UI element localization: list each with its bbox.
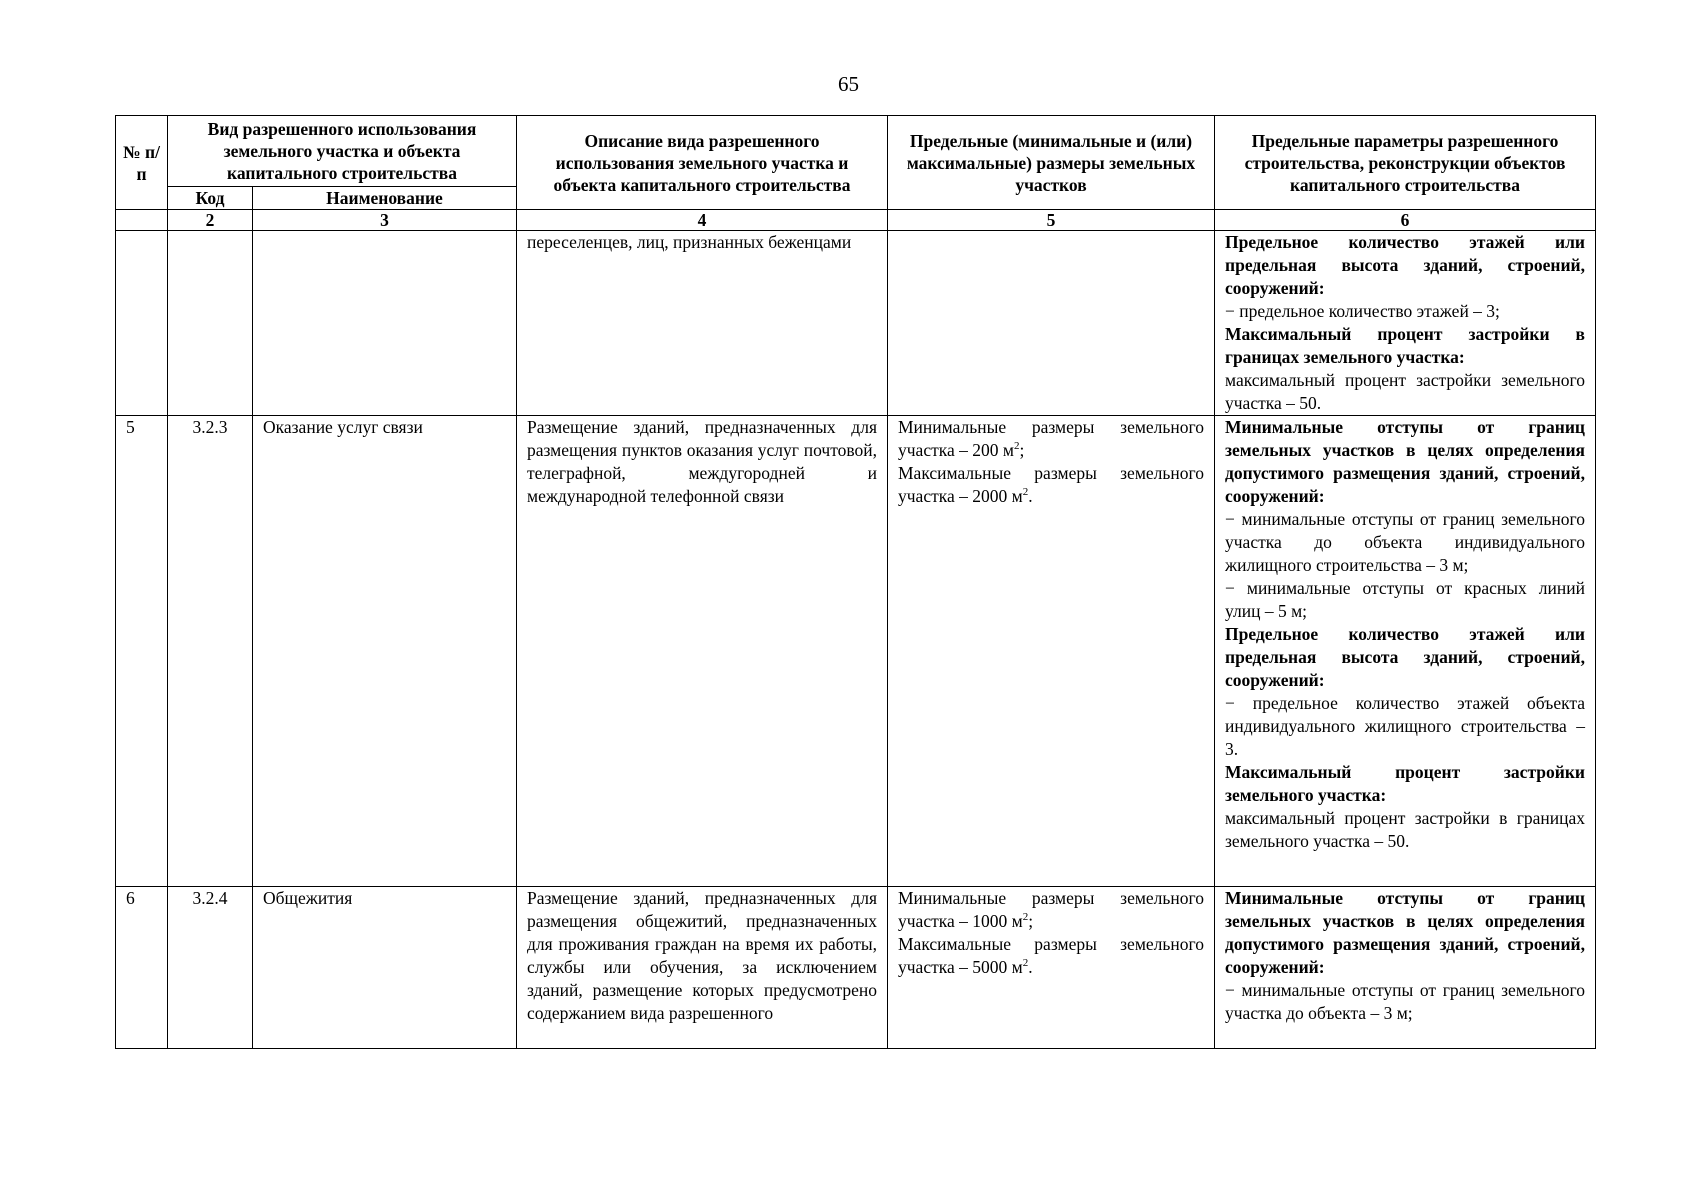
page-number: 65 <box>838 72 859 96</box>
params-line: максимальный процент застройки земельного участка – 50. <box>1225 370 1585 413</box>
row-size <box>888 231 1215 416</box>
row-size <box>888 416 1215 887</box>
header-num-6: 6 <box>1215 210 1596 231</box>
header-numbers-row <box>116 210 1596 231</box>
size-min-line: Минимальные размеры земельного участка – 1000 $м^2$; <box>898 888 1204 931</box>
row-params <box>1215 887 1596 1049</box>
row-name <box>253 231 517 416</box>
size-max-line: Максимальные размеры земельного участка – 2000 $м^2$. <box>898 463 1204 506</box>
header-num-3: 3 <box>253 210 517 231</box>
row-num: 6 <box>116 887 168 1049</box>
row-name: Оказание услуг связи <box>253 416 517 887</box>
row-num <box>116 231 168 416</box>
table-row <box>116 887 1596 1049</box>
row-code: 3.2.3 <box>168 416 253 887</box>
table-row <box>116 416 1596 887</box>
row-code: 3.2.4 <box>168 887 253 1049</box>
row-params <box>1215 416 1596 887</box>
header-num-5: 5 <box>888 210 1215 231</box>
params-line: Минимальные отступы от границ земельных участков в целях определения допустимого размещения зданий, строений, сооружений: <box>1225 417 1585 506</box>
header-row-1 <box>116 116 1596 187</box>
header-num-blank <box>116 210 168 231</box>
header-name: Наименование <box>253 187 517 210</box>
params-line: Предельное количество этажей или предельная высота зданий, строений, сооружений: <box>1225 624 1585 690</box>
header-params: Предельные параметры разрешенного строительства, реконструкции объектов капитального строительства <box>1215 116 1596 210</box>
params-line: Максимальный процент застройки в границах земельного участка: <box>1225 324 1585 367</box>
size-max-line: Максимальные размеры земельного участка – 5000 $м^2$. <box>898 934 1204 977</box>
row-desc: Размещение зданий, предназначенных для размещения пунктов оказания услуг почтовой, телеграфной, междугородней и международной телефонной связи <box>517 416 888 887</box>
header-group: Вид разрешенного использования земельного участка и объекта капитального строительства <box>168 116 517 187</box>
row-name: Общежития <box>253 887 517 1049</box>
params-line: − предельное количество этажей – 3; <box>1225 301 1500 321</box>
row-desc: Размещение зданий, предназначенных для размещения общежитий, предназначенных для проживания граждан на время их работы, службы или обучения, за исключением зданий, размещение которых предусмотрено содержанием вида разрешенного <box>517 887 888 1049</box>
params-line: максимальный процент застройки в границах земельного участка – 50. <box>1225 808 1585 851</box>
params-line: − минимальные отступы от красных линий улиц – 5 м; <box>1225 578 1585 621</box>
header-num-4: 4 <box>517 210 888 231</box>
header-num: № п/п <box>116 116 168 210</box>
params-line: Минимальные отступы от границ земельных участков в целях определения допустимого размещения зданий, строений, сооружений: <box>1225 888 1585 977</box>
row-desc: переселенцев, лиц, признанных беженцами <box>517 231 888 416</box>
params-line: Предельное количество этажей или предельная высота зданий, строений, сооружений: <box>1225 232 1585 298</box>
params-line: − предельное количество этажей объекта индивидуального жилищного строительства – 3. <box>1225 693 1585 759</box>
land-use-table <box>115 115 1596 1049</box>
size-min-line: Минимальные размеры земельного участка – 200 $м^2$; <box>898 417 1204 460</box>
row-size <box>888 887 1215 1049</box>
row-params <box>1215 231 1596 416</box>
header-code: Код <box>168 187 253 210</box>
params-line: − минимальные отступы от границ земельного участка до объекта – 3 м; <box>1225 980 1585 1023</box>
params-line: Максимальный процент застройки земельного участка: <box>1225 762 1585 805</box>
table-row <box>116 231 1596 416</box>
params-line: − минимальные отступы от границ земельного участка до объекта индивидуального жилищного строительства – 3 м; <box>1225 509 1585 575</box>
row-code <box>168 231 253 416</box>
header-num-2: 2 <box>168 210 253 231</box>
row-num: 5 <box>116 416 168 887</box>
header-size: Предельные (минимальные и (или) максимальные) размеры земельных участков <box>888 116 1215 210</box>
header-desc: Описание вида разрешенного использования земельного участка и объекта капитального строительства <box>517 116 888 210</box>
